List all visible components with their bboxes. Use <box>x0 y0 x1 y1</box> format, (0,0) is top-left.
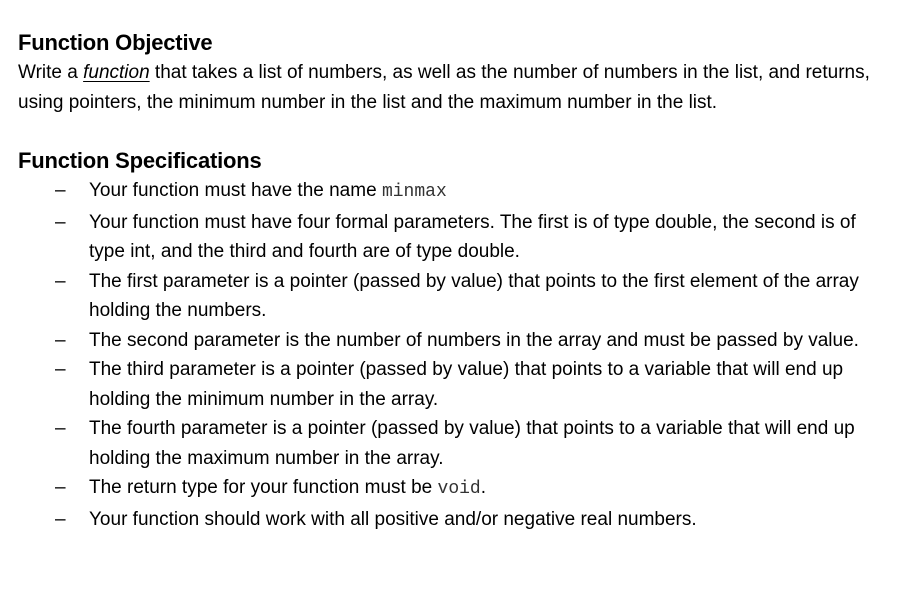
spec-item-text: The first parameter is a pointer (passed by value) that points to the first element of the array holding the numbers. <box>89 270 859 321</box>
specifications-list <box>18 176 898 534</box>
objective-section <box>18 28 898 117</box>
spec-item-text: Your function must have four formal parameters. The first is of type double, the second is of type int, and the third and fourth are of type double. <box>89 211 856 262</box>
function-name-code: minmax <box>381 182 447 202</box>
spec-item-text: The second parameter is the number of numbers in the array and must be passed by value. <box>89 329 859 351</box>
specifications-section <box>18 146 898 534</box>
spec-item-text: Your function should work with all positive and/or negative real numbers. <box>89 508 697 530</box>
spec-item-after: . <box>480 477 487 498</box>
spec-item-third-parameter <box>18 355 879 414</box>
objective-paragraph <box>18 58 898 117</box>
spec-item-text: Your function must have the name <box>89 180 382 201</box>
return-type-code: void <box>437 479 481 499</box>
objective-text-after: that takes a list of numbers, as well as the number of numbers in the list, and returns, using pointers, the minimum number in the list and the maximum number in the list. <box>18 62 870 113</box>
spec-item-text: The return type for your function must be <box>89 477 438 498</box>
spec-item-text: The third parameter is a pointer (passed by value) that points to a variable that will end up holding the minimum number in the array. <box>89 359 844 410</box>
function-term: function <box>83 62 150 83</box>
document-body <box>18 28 898 534</box>
objective-text-before: Write a <box>18 62 84 83</box>
spec-item-text: The fourth parameter is a pointer (passed by value) that points to a variable that will end up holding the maximum number in the array. <box>89 418 855 469</box>
spec-item-real-numbers <box>18 505 879 535</box>
spec-item-return-type <box>18 473 879 505</box>
objective-heading: Function Objective <box>18 30 213 55</box>
specifications-heading: Function Specifications <box>18 148 262 173</box>
spec-item-fourth-parameter <box>18 414 879 473</box>
spec-item-second-parameter <box>18 326 879 356</box>
spec-item-name <box>18 176 879 208</box>
spec-item-parameters <box>18 208 879 267</box>
spec-item-first-parameter <box>18 267 879 326</box>
